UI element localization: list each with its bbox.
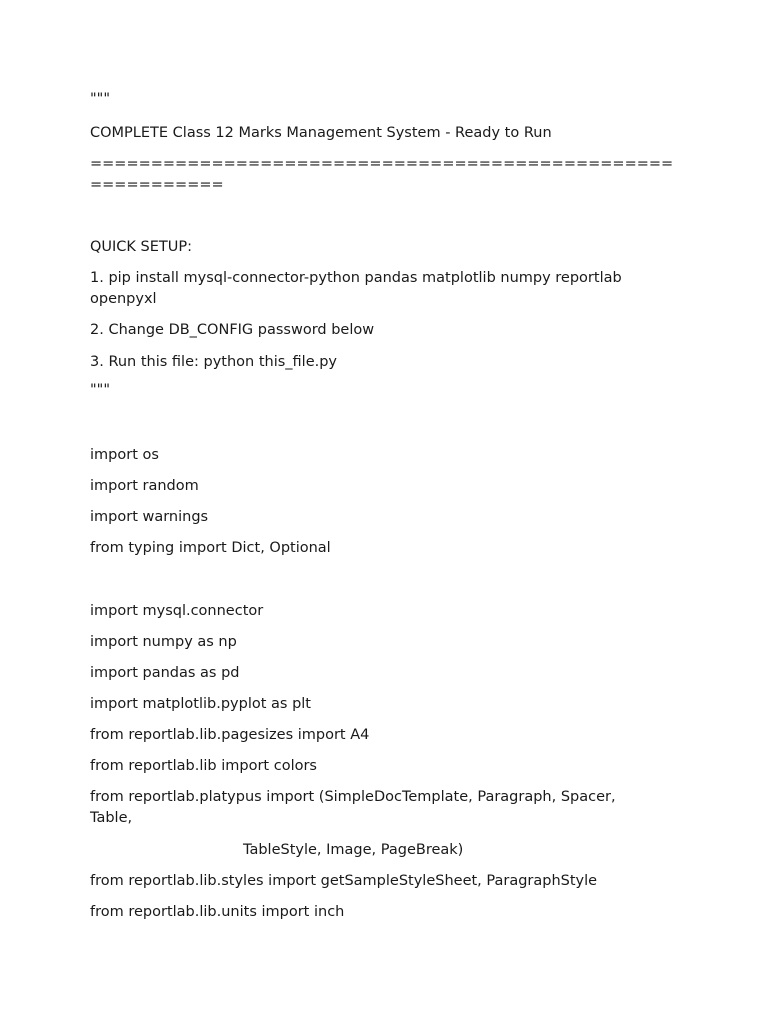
code-line: import pandas as pd	[90, 665, 240, 681]
code-line-indented: TableStyle, Image, PageBreak)	[243, 842, 464, 858]
code-line-continued: Table,	[90, 810, 133, 826]
setup-step-3: 3. Run this file: python this_file.py	[90, 354, 338, 370]
setup-step-1: 1. pip install mysql-connector-python pandas matplotlib numpy reportlab	[90, 270, 622, 286]
code-line: from typing import Dict, Optional	[90, 540, 331, 556]
code-line: import warnings	[90, 509, 209, 525]
code-line: from reportlab.lib import colors	[90, 758, 317, 774]
docstring-open: """	[90, 91, 111, 107]
code-line: import random	[90, 478, 199, 494]
separator-line-continued: ===========	[90, 177, 224, 193]
code-line: from reportlab.platypus import (SimpleDocTemplate, Paragraph, Spacer,	[90, 789, 616, 805]
code-line: from reportlab.lib.pagesizes import A4	[90, 727, 370, 743]
docstring-close: """	[90, 382, 111, 398]
setup-step-1-continued: openpyxl	[90, 291, 157, 307]
code-line: import numpy as np	[90, 634, 237, 650]
document-title: COMPLETE Class 12 Marks Management System - Ready to Run	[90, 125, 552, 141]
quick-setup-heading: QUICK SETUP:	[90, 239, 193, 255]
code-line: import os	[90, 447, 159, 463]
code-line: import matplotlib.pyplot as plt	[90, 696, 311, 712]
code-line: from reportlab.lib.styles import getSampleStyleSheet, ParagraphStyle	[90, 873, 598, 889]
code-line: from reportlab.lib.units import inch	[90, 904, 345, 920]
setup-step-2: 2. Change DB_CONFIG password below	[90, 322, 375, 338]
code-line: import mysql.connector	[90, 603, 264, 619]
separator-line: ================================================	[90, 156, 674, 172]
